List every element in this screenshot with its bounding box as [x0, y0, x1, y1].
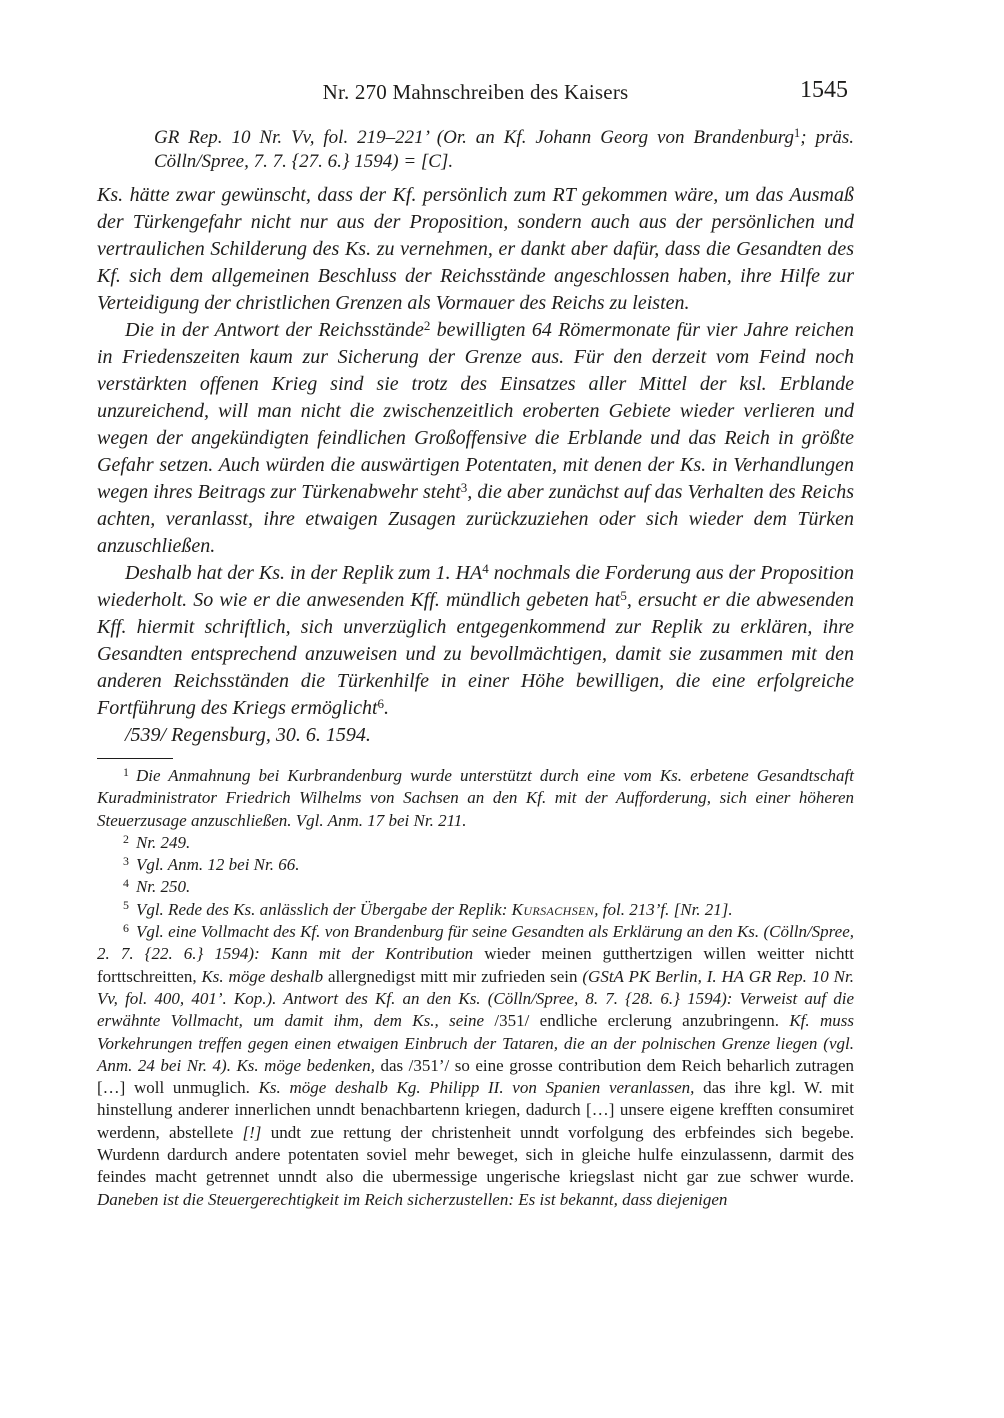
type-area: [97, 77, 855, 1211]
footnote-text: Vgl. Anm. 12 bei Nr. 66.: [135, 855, 300, 875]
footnote-number: 2: [123, 831, 129, 846]
summary-paragraph-2: Die in der Antwort der Reichsstände$^2$ bewilligten 64 Römermonate für vier Jahre reichen in Friedenszeiten kaum zur Sicherung der Grenze aus. Für den derzeit vom Feind noch verstärkten offenen Krieg sind sie trotz des Einsatzes aller Mittel der ksl. Erblande unzureichend, will man nicht die zwischenzeitlich eroberten Gebiete wieder verlieren und wegen der angekündigten feindlichen Großoffensive die Erblande und das Reich in größte Gefahr setzen. Auch würden die auswärtigen Potentaten, mit denen der Ks. in Verhandlungen wegen ihres Beitrags zur Türkenabwehr steht$^3$, die aber zunächst auf das Verhalten des Reichs achten, veranlasst, ihre etwaigen Zusagen zurückzuziehen oder sich wieder dem Türken anzuschließen.: [97, 318, 855, 557]
footnote-6: [97, 921, 854, 1211]
footnote-text: Nr. 250.: [135, 877, 191, 897]
running-title: Nr. 270 Mahnschreiben des Kaisers: [322, 80, 629, 104]
footnote-text: Die Anmahnung bei Kurbrandenburg wurde unterstützt durch eine vom Ks. erbetene Gesandtschaft Kuradministrator Friedrich Wilhelms von Sachsen an den Kf. mit der Aufforderung, sich einer höheren Steuerzusage anzuschließen. Vgl. Anm. 17 bei Nr. 211.: [97, 766, 854, 830]
footnote-4: [97, 876, 854, 898]
footnote-text: Vgl. Rede des Ks. anlässlich der Übergabe der Replik: Kursachsen, fol. 213’f. [Nr. 21].: [135, 899, 733, 919]
dateline: /539/ Regensburg, 30. 6. 1594.: [125, 724, 371, 746]
footnotes-section: [97, 765, 854, 1211]
footnote-2: [97, 832, 854, 854]
footnote-text: Nr. 249.: [135, 832, 191, 852]
footnote-number: 6: [123, 920, 129, 935]
running-head: [97, 77, 854, 107]
footnote-number: 1: [123, 764, 129, 779]
footnote-3: [97, 854, 854, 876]
footnote-separator-rule: [97, 758, 173, 759]
footnote-text: Vgl. eine Vollmacht des Kf. von Brandenburg für seine Gesandten als Erklärung an den Ks. (Cölln/Spree, 2. 7. {22. 6.} 1594): Kann mit der Kontribution wieder meinen gutthertzigen willen weitter nichtt forttschreitten, Ks. möge deshalb allergnedigst mitt mir zufrieden sein (GStA PK Berlin, I. HA GR Rep. 10 Nr. Vv, fol. 400, 401’. Kop.). Antwort des Kf. an den Ks. (Cölln/Spree, 8. 7. {28. 6.} 1594): Verweist auf die erwähnte Vollmacht, um damit ihm, dem Ks., seine /351/ endliche erclerung anzubringenn. Kf. muss Vorkehrungen treffen gegen einen etwaigen Einbruch der Tataren, die an der polnischen Grenze liegen (vgl. Anm. 24 bei Nr. 4). Ks. möge bedenken, das /351’/ so eine grosse contribution dem Reich beharlich zutragen […] woll unmuglich. Ks. möge deshalb Kg. Philipp II. von Spanien veranlassen, das ihre kgl. W. mit hinstellung anderer innerlichen unndt benachbartenn kriegen, dadurch […] unsere eigene krefften consumiret werdenn, abstellete [!] undt zue rettung der christenheit unndt vorfolgung des erbfeindes sich begebe. Wurdenn dardurch andere potentaten soviel mehr beweget, sich in gleiche hulfe einzulassenn, darmit des feindes macht getrennet unndt also die ubermessige ungerische kriegslast nicht gar zue schwer wurde. Daneben ist die Steuergerechtigkeit im Reich sicherzustellen: Es ist bekannt, dass diejenigen: [97, 922, 854, 1209]
source-citation: GR Rep. 10 Nr. Vv, fol. 219–221’ (Or. an Kf. Johann Georg von Brandenburg$^1$; präs. Cölln/Spree, 7. 7. {27. 6.} 1594) = [C].: [154, 126, 854, 172]
footnote-5: [97, 899, 854, 921]
summary-regest: [97, 182, 854, 722]
summary-paragraph-3: Deshalb hat der Ks. in der Replik zum 1. $HA^4$ nochmals die Forderung aus der Proposition wiederholt. So wie er die anwesenden Kff. mündlich gebeten hat$^5$, ersucht er die abwesenden Kff. hiermit schriftlich, sich unverzüglich entgegenkommend zur Replik zu erklären, ihre Gesandten entsprechend anzuweisen und zu bevollmächtigen, damit sie zusammen mit den anderen Reichsständen die Türkenhilfe in einer Höhe bewilligen, die eine erfolgreiche Fortführung des Kriegs ermöglicht$^6$.: [97, 561, 855, 719]
footnote-number: 3: [123, 853, 129, 868]
page-number: 1545: [800, 77, 848, 103]
footnote-number: 4: [123, 876, 129, 891]
summary-paragraph-1: Ks. hätte zwar gewünscht, dass der Kf. persönlich zum RT gekommen wäre, um das Ausmaß der Türkengefahr nicht nur aus der Proposition, sondern auch aus der persönlichen und vertraulichen Schilderung des Ks. zu vernehmen, er dankt aber dafür, dass die Gesandten des Kf. sich dem allgemeinen Beschluss der Reichsstände angeschlossen haben, ihre Hilfe zur Verteidigung der christlichen Grenzen als Vormauer des Reichs zu leisten.: [97, 184, 854, 314]
footnote-1: [97, 765, 854, 832]
footnote-number: 5: [123, 898, 129, 913]
